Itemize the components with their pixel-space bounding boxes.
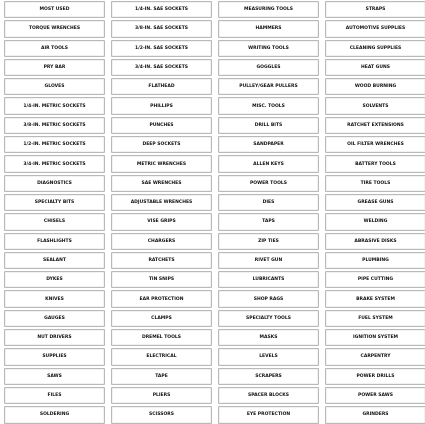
label-torque-wrenches: TORQUE WRENCHES — [4, 20, 105, 37]
label-brake-system: BRAKE SYSTEM — [325, 290, 425, 307]
label-rivet-gun: RIVET GUN — [218, 252, 319, 269]
label-half-inch-sae-sockets: 1/2-IN. SAE SOCKETS — [111, 40, 212, 57]
label-column-4 — [325, 1, 425, 424]
label-three-eighths-sae-sockets: 3/8-IN. SAE SOCKETS — [111, 20, 212, 37]
label-goggles: GOGGLES — [218, 59, 319, 76]
label-tin-snips: TIN SNIPS — [111, 271, 212, 288]
label-allen-keys: ALLEN KEYS — [218, 155, 319, 172]
label-heat-guns: HEAT GUNS — [325, 59, 425, 76]
label-spacer-blocks: SPACER BLOCKS — [218, 387, 319, 404]
label-quarter-inch-sae-sockets: 1/4-IN. SAE SOCKETS — [111, 1, 212, 18]
label-solvents: SOLVENTS — [325, 97, 425, 114]
label-three-quarter-sae-sockets: 3/4-IN. SAE SOCKETS — [111, 59, 212, 76]
label-clamps: CLAMPS — [111, 310, 212, 327]
label-power-drills: POWER DRILLS — [325, 368, 425, 385]
label-three-eighths-metric-sockets: 3/8-IN. METRIC SOCKETS — [4, 117, 105, 134]
label-vise-grips: VISE GRIPS — [111, 213, 212, 230]
label-punches: PUNCHES — [111, 117, 212, 134]
label-pulley-gear-pullers: PULLEY/GEAR PULLERS — [218, 78, 319, 95]
label-dies: DIES — [218, 194, 319, 211]
label-dremel-tools: DREMEL TOOLS — [111, 329, 212, 346]
label-ear-protection: EAR PROTECTION — [111, 290, 212, 307]
label-tape: TAPE — [111, 368, 212, 385]
label-sae-wrenches: SAE WRENCHES — [111, 175, 212, 192]
label-ratchets: RATCHETS — [111, 252, 212, 269]
label-sandpaper: SANDPAPER — [218, 136, 319, 153]
label-misc-tools: MISC. TOOLS — [218, 97, 319, 114]
label-air-tools: AIR TOOLS — [4, 40, 105, 57]
label-zip-ties: ZIP TIES — [218, 233, 319, 250]
label-drill-bits: DRILL BITS — [218, 117, 319, 134]
label-gloves: GLOVES — [4, 78, 105, 95]
label-eye-protection: EYE PROTECTION — [218, 406, 319, 423]
label-oil-filter-wrenches: OIL FILTER WRENCHES — [325, 136, 425, 153]
label-lubricants: LUBRICANTS — [218, 271, 319, 288]
label-levels: LEVELS — [218, 348, 319, 365]
label-taps: TAPS — [218, 213, 319, 230]
label-grease-guns: GREASE GUNS — [325, 194, 425, 211]
label-gauges: GAUGES — [4, 310, 105, 327]
label-column-2 — [111, 1, 212, 424]
label-straps: STRAPS — [325, 1, 425, 18]
label-grinders: GRINDERS — [325, 406, 425, 423]
label-sealant: SEALANT — [4, 252, 105, 269]
label-pliers: PLIERS — [111, 387, 212, 404]
label-cleaning-supplies: CLEANING SUPPLIES — [325, 40, 425, 57]
label-column-3 — [218, 1, 319, 424]
label-files: FILES — [4, 387, 105, 404]
label-writing-tools: WRITING TOOLS — [218, 40, 319, 57]
label-phillips: PHILLIPS — [111, 97, 212, 114]
label-pry-bar: PRY BAR — [4, 59, 105, 76]
label-scissors: SCISSORS — [111, 406, 212, 423]
label-power-tools: POWER TOOLS — [218, 175, 319, 192]
label-automotive-supplies: AUTOMOTIVE SUPPLIES — [325, 20, 425, 37]
label-tire-tools: TIRE TOOLS — [325, 175, 425, 192]
label-fuel-system: FUEL SYSTEM — [325, 310, 425, 327]
label-deep-sockets: DEEP SOCKETS — [111, 136, 212, 153]
label-scrapers: SCRAPERS — [218, 368, 319, 385]
label-shop-rags: SHOP RAGS — [218, 290, 319, 307]
label-half-inch-metric-sockets: 1/2-IN. METRIC SOCKETS — [4, 136, 105, 153]
label-ignition-system: IGNITION SYSTEM — [325, 329, 425, 346]
label-flashlights: FLASHLIGHTS — [4, 233, 105, 250]
label-flathead: FLATHEAD — [111, 78, 212, 95]
label-dykes: DYKES — [4, 271, 105, 288]
label-welding: WELDING — [325, 213, 425, 230]
label-carpentry: CARPENTRY — [325, 348, 425, 365]
label-specialty-bits: SPECIALTY BITS — [4, 194, 105, 211]
label-electrical: ELECTRICAL — [111, 348, 212, 365]
label-plumbing: PLUMBING — [325, 252, 425, 269]
label-adjustable-wrenches: ADJUSTABLE WRENCHES — [111, 194, 212, 211]
label-metric-wrenches: METRIC WRENCHES — [111, 155, 212, 172]
label-chisels: CHISELS — [4, 213, 105, 230]
label-battery-tools: BATTERY TOOLS — [325, 155, 425, 172]
label-hammers: HAMMERS — [218, 20, 319, 37]
label-most-used: MOST USED — [4, 1, 105, 18]
label-column-1 — [4, 1, 105, 424]
label-specialty-tools: SPECIALTY TOOLS — [218, 310, 319, 327]
label-ratchet-extensions: RATCHET EXTENSIONS — [325, 117, 425, 134]
label-supplies: SUPPLIES — [4, 348, 105, 365]
label-abrasive-disks: ABRASIVE DISKS — [325, 233, 425, 250]
label-pipe-cutting: PIPE CUTTING — [325, 271, 425, 288]
label-wood-burning: WOOD BURNING — [325, 78, 425, 95]
label-nut-drivers: NUT DRIVERS — [4, 329, 105, 346]
label-quarter-inch-metric-sockets: 1/4-IN. METRIC SOCKETS — [4, 97, 105, 114]
label-saws: SAWS — [4, 368, 105, 385]
label-power-saws: POWER SAWS — [325, 387, 425, 404]
label-measuring-tools: MEASURING TOOLS — [218, 1, 319, 18]
label-masks: MASKS — [218, 329, 319, 346]
label-chargers: CHARGERS — [111, 233, 212, 250]
label-knives: KNIVES — [4, 290, 105, 307]
label-soldering: SOLDERING — [4, 406, 105, 423]
label-three-quarter-metric-sockets: 3/4-IN. METRIC SOCKETS — [4, 155, 105, 172]
label-diagnostics: DIAGNOSTICS — [4, 175, 105, 192]
